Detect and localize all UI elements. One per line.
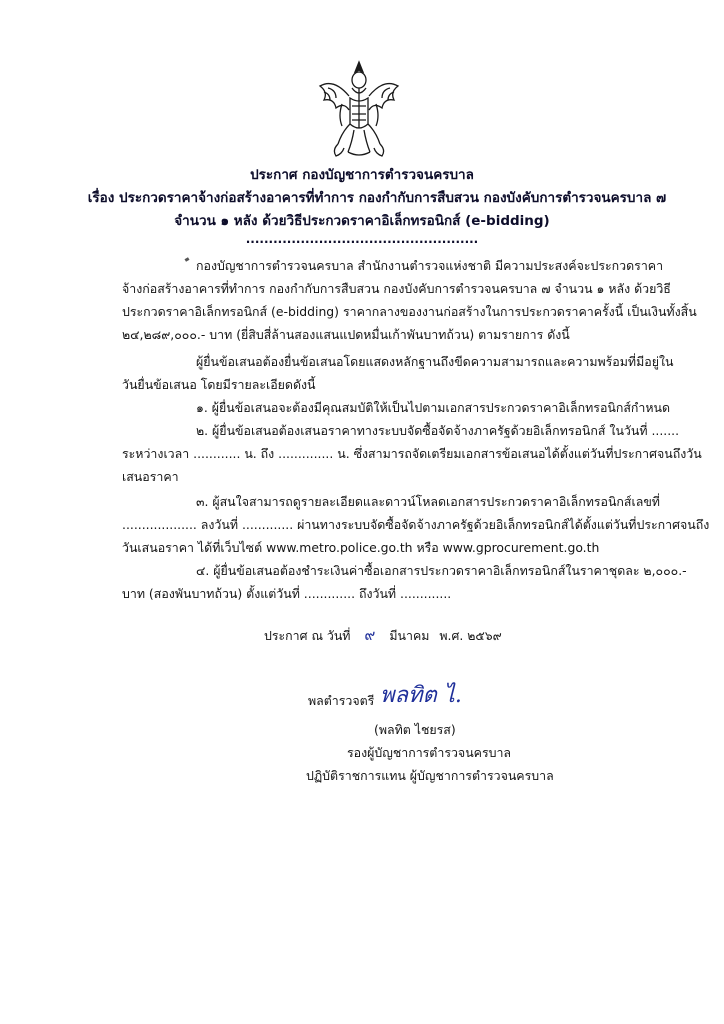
announce-date-line — [264, 628, 502, 643]
handwritten-signature — [378, 678, 518, 712]
separator-dots: ................................................... — [245, 232, 479, 246]
announce-date-year: พ.ศ. ๒๕๖๙ — [439, 628, 502, 643]
item-3-line-3: วันเสนอราคา ได้ที่เว็บไซต์ www.metro.police.go.th หรือ www.gprocurement.go.th — [122, 540, 600, 555]
item-2-line-3: เสนอราคา — [122, 469, 179, 484]
item-3-line-2: ................... ลงวันที่ ............. ผ่านทางระบบจัดซื้อจัดจ้างภาครัฐด้วยอิเล็กทรอนิกส์ได้ตั้งแต่วันที่ประกาศจนถึง — [122, 517, 710, 532]
item-3-line-1: ๓. ผู้สนใจสามารถดูรายละเอียดและดาวน์โหลดเอกสารประกวดราคาอิเล็กทรอนิกส์เลขที่ — [196, 494, 660, 509]
paragraph-2-line-2: วันยื่นข้อเสนอ โดยมีรายละเอียดดังนี้ — [122, 377, 316, 392]
item-4-line-1: ๔. ผู้ยื่นข้อเสนอต้องชำระเงินค่าซื้อเอกสารประกวดราคาอิเล็กทรอนิกส์ในราคาชุดละ ๒,๐๐๐.- — [196, 563, 687, 578]
announcement-title: ประกาศ กองบัญชาการตำรวจนครบาล — [250, 167, 474, 183]
announce-date-day: ๙ — [364, 626, 376, 644]
item-1: ๑. ผู้ยื่นข้อเสนอจะต้องมีคุณสมบัติให้เป็นไปตามเอกสารประกวดราคาอิเล็กทรอนิกส์กำหนด — [196, 400, 671, 415]
item-4-line-2: บาท (สองพันบาทถ้วน) ตั้งแต่วันที่ ............. ถึงวันที่ ............. — [122, 586, 452, 601]
paragraph-1-line-2: จ้างก่อสร้างอาคารที่ทำการ กองกำกับการสืบสวน กองบังคับการตำรวจนครบาล ๗ จำนวน ๑ หลัง ด้วยวิธี — [122, 281, 671, 296]
paragraph-1-line-3: ประกวดราคาอิเล็กทรอนิกส์ (e-bidding) ราคากลางของงานก่อสร้างในการประกวดราคาครั้งนี้ เป็นเงินทั้งสิ้น — [122, 304, 697, 319]
paragraph-1-line-1: กองบัญชาการตำรวจนครบาล สำนักงานตำรวจแห่งชาติ มีความประสงค์จะประกวดราคา — [196, 258, 664, 273]
signatory-position-1: รองผู้บัญชาการตำรวจนครบาล — [347, 745, 512, 760]
paragraph-2-line-1: ผู้ยื่นข้อเสนอต้องยื่นข้อเสนอโดยแสดงหลักฐานถึงขีดความสามารถและความพร้อมที่มีอยู่ใน — [196, 354, 674, 369]
signatory-position-2: ปฏิบัติราชการแทน ผู้บัญชาการตำรวจนครบาล — [306, 768, 554, 783]
item-2-line-2: ระหว่างเวลา ............ น. ถึง .............. น. ซึ่งสามารถจัดเตรียมเอกสารข้อเสนอได้ตั้งแต่วันที่ประกาศจนถึงวัน — [122, 446, 702, 461]
subject-line-1: เรื่อง ประกวดราคาจ้างก่อสร้างอาคารที่ทำการ กองกำกับการสืบสวน กองบังคับการตำรวจนครบาล ๗ — [87, 190, 667, 206]
signature-scribble: พลทิต ไ. — [380, 683, 462, 708]
signatory-name: (พลทิต ไชยรส) — [374, 722, 456, 737]
pen-mark — [185, 257, 190, 262]
announce-date-prefix: ประกาศ ณ วันที่ — [264, 628, 351, 643]
subject-line-2: จำนวน ๑ หลัง ด้วยวิธีประกวดราคาอิเล็กทรอนิกส์ (e-bidding) — [174, 213, 550, 229]
garuda-emblem-icon — [314, 58, 404, 160]
signatory-rank: พลตำรวจตรี — [308, 693, 375, 708]
paragraph-1-line-4: ๒๔,๒๘๙,๐๐๐.- บาท (ยี่สิบสี่ล้านสองแสนแปดหมื่นเก้าพันบาทถ้วน) ตามรายการ ดังนี้ — [122, 327, 570, 342]
item-2-line-1: ๒. ผู้ยื่นข้อเสนอต้องเสนอราคาทางระบบจัดซื้อจัดจ้างภาครัฐด้วยอิเล็กทรอนิกส์ ในวันที่ ....... — [196, 423, 680, 438]
announce-date-month: มีนาคม — [389, 628, 430, 643]
